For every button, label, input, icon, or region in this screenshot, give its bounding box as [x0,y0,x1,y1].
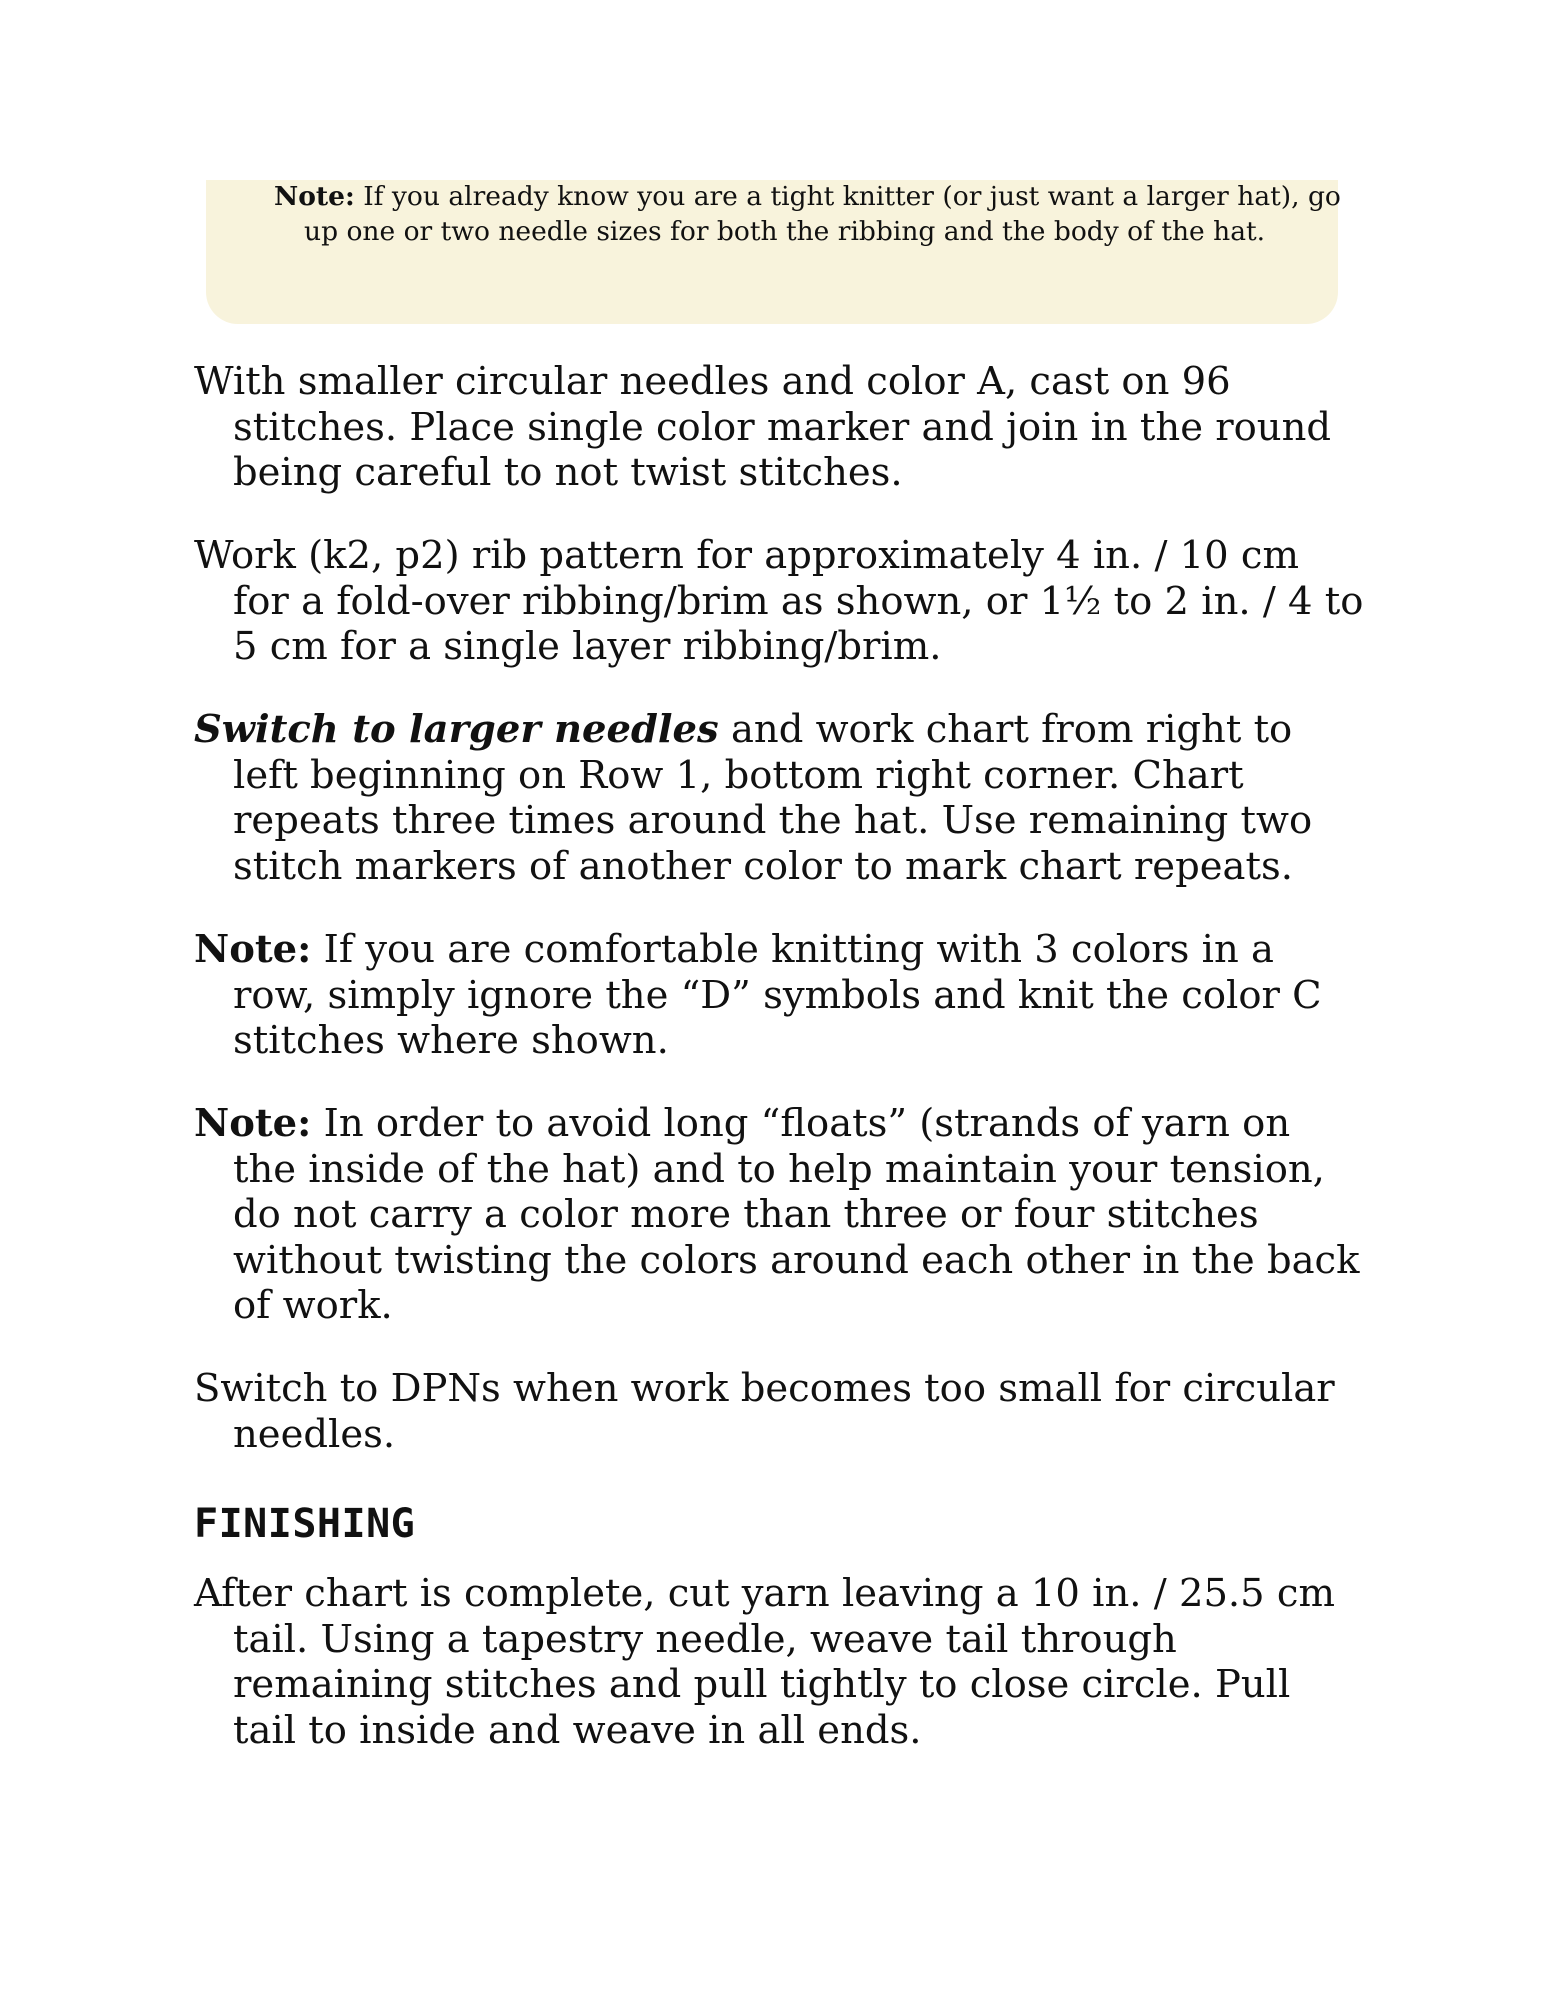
floats-note-label: Note: [194,1101,312,1146]
note-box-body: If you already know you are a tight knitter (or just want a larger hat), go up one or two needle sizes for both the ribbing and the body of the hat. [304,181,1341,247]
three-colors-note [194,927,1364,1064]
note-box-text [274,180,1344,249]
three-colors-note-label: Note: [194,927,312,972]
cast-on-paragraph: With smaller circular needles and color A, cast on 96 stitches. Place single color marker and join in the round being careful to not twist stitches. [194,359,1332,495]
dpns-paragraph: Switch to DPNs when work becomes too small for circular needles. [194,1366,1335,1457]
rib-paragraph: Work (k2, p2) rib pattern for approximately 4 in. / 10 cm for a fold-over ribbing/brim as shown, or 1½ to 2 in. / 4 to 5 cm for a single layer ribbing/brim. [194,533,1364,669]
floats-note [194,1101,1364,1329]
tight-knitter-note-box [206,180,1341,324]
finishing-paragraph: After chart is complete, cut yarn leaving a 10 in. / 25.5 cm tail. Using a tapestry needle, weave tail through remaining stitches and pull tightly to close circle. Pull tail to inside and weave in all ends. [194,1571,1335,1753]
switch-needles-paragraph [194,707,1364,889]
floats-note-text: In order to avoid long “floats” (strands of yarn on the inside of the hat) and to help maintain your tension, do not carry a color more than three or four stitches without twisting the colors around each other in the back of work. [233,1101,1360,1328]
switch-needles-lead: Switch to larger needles [194,707,719,752]
note-box-label: Note: [274,181,355,212]
finishing-heading: FINISHING [194,1501,416,1547]
three-colors-note-text: If you are comfortable knitting with 3 colors in a row, simply ignore the “D” symbols and knit the color C stitches where shown. [233,927,1322,1063]
switch-needles-text: and work chart from right to left beginning on Row 1, bottom right corner. Chart repeats three times around the hat. Use remaining two stitch markers of another color to mark chart repeats. [233,707,1313,889]
